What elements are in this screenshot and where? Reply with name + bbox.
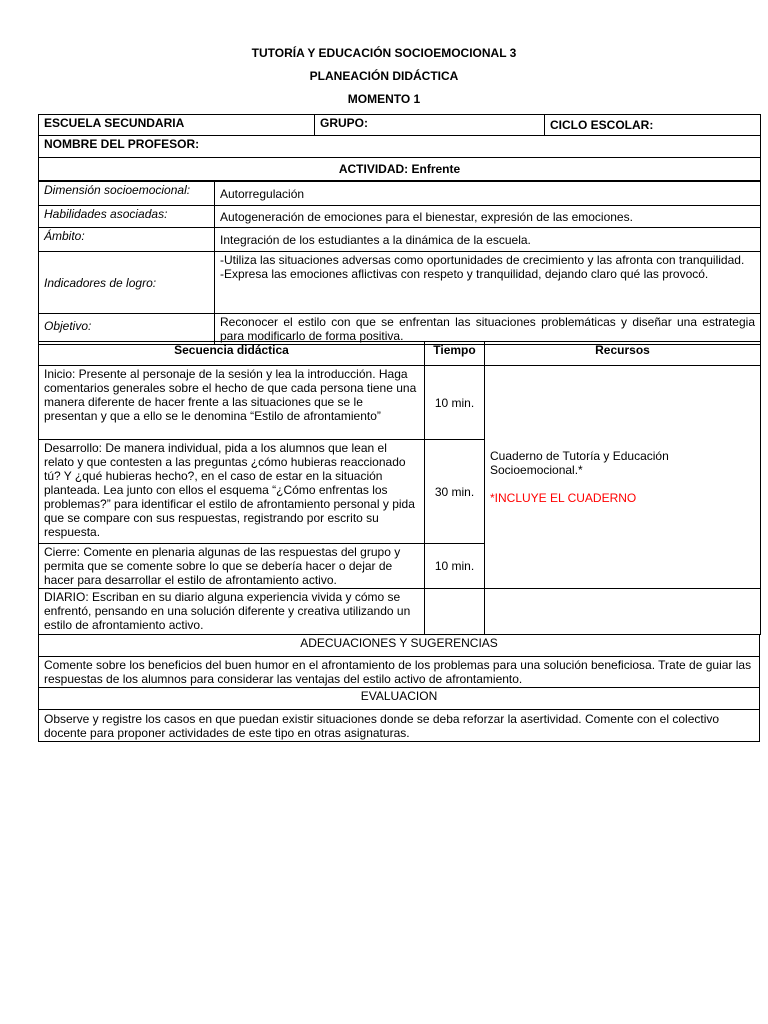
sequence-table: [38, 341, 761, 635]
indicator-item: -Expresa las emociones aflictivas con respeto y tranquilidad, dejando claro qué las provocó.: [220, 267, 709, 281]
adjustments-text: Comente sobre los beneficios del buen humor en el afrontamiento de los problemas para una solución beneficiosa. Trate de guiar las respuestas de los alumnos para considerar las ventajas del estilo activo de afrontamiento.: [39, 657, 760, 688]
objective-value: Reconocer el estilo con que se enfrentan las situaciones problemáticas y diseñar una estrategia para modificarlo de forma positiva.: [215, 314, 761, 345]
dimension-label: Dimensión socioemocional:: [39, 182, 215, 206]
indicator-item: -Utiliza las situaciones adversas como oportunidades de crecimiento y las afronta con tranquilidad.: [220, 253, 745, 267]
sequence-start: Inicio: Presente al personaje de la sesión y lea la introducción. Haga comentarios generales sobre el hecho de que cada persona tiene una manera diferente de hacer frente a las situaciones que se le presentan y que a ello se le denomina “Estilo de afrontamiento”: [39, 366, 425, 440]
activity-title: ACTIVIDAD: Enfrente: [39, 158, 761, 181]
identification-table: [38, 114, 761, 181]
time-header: Tiempo: [425, 342, 485, 366]
document-title: TUTORÍA Y EDUCACIÓN SOCIOEMOCIONAL 3: [251, 46, 517, 60]
evaluation-title: EVALUACION: [39, 688, 760, 710]
document-subtitle: PLANEACIÓN DIDÁCTICA: [309, 69, 459, 83]
adjustments-title: ADECUACIONES Y SUGERENCIAS: [39, 635, 760, 657]
resources-note: *INCLUYE EL CUADERNO: [490, 491, 637, 505]
scope-label: Ámbito:: [39, 228, 215, 252]
evaluation-text: Observe y registre los casos en que puedan existir situaciones donde se deba reforzar la asertividad. Comente con el colectivo docente para proponer actividades de este tipo en otras asignaturas.: [39, 710, 760, 742]
group-label: GRUPO:: [315, 115, 545, 136]
moment-label: MOMENTO 1: [347, 92, 421, 106]
resources-text: Cuaderno de Tutoría y Educación Socioemocional.*: [490, 449, 669, 477]
teacher-label: NOMBRE DEL PROFESOR:: [39, 136, 761, 158]
dimension-value: Autorregulación: [215, 182, 761, 206]
development-time: 30 min.: [425, 440, 485, 544]
skills-value: Autogeneración de emociones para el bienestar, expresión de las emociones.: [215, 206, 761, 228]
sequence-journal: DIARIO: Escriban en su diario alguna experiencia vivida y cómo se enfrentó, pensando en una solución diferente y creativa utilizando un estilo de afrontamiento activo.: [39, 589, 425, 635]
sequence-closing: Cierre: Comente en plenaria algunas de las respuestas del grupo y permita que se comente sobre lo que se debería hacer o dejar de hacer para desarrollar el estilo de afrontamiento activo.: [39, 544, 425, 589]
cycle-label: CICLO ESCOLAR:: [545, 115, 761, 136]
resources-header: Recursos: [485, 342, 761, 366]
sequence-header: Secuencia didáctica: [39, 342, 425, 366]
objective-label: Objetivo:: [39, 314, 215, 345]
indicators-value: [215, 252, 761, 314]
scope-value: Integración de los estudiantes a la dinámica de la escuela.: [215, 228, 761, 252]
closing-time: 10 min.: [425, 544, 485, 589]
sequence-development: Desarrollo: De manera individual, pida a los alumnos que lean el relato y que contesten a las preguntas ¿cómo hubieras reaccionado tú? Y ¿qué hubieras hecho?, en el caso de estar en la situación planteada. Lea junto con ellos el esquema “¿Cómo enfrentas los problemas?” para identificar el estilo de afrontamiento personal y pida que se compare con sus respuestas, registrando por escrito su respuesta.: [39, 440, 425, 544]
start-time: 10 min.: [425, 366, 485, 440]
adjustments-table: [38, 634, 760, 742]
resources-cell: [485, 366, 761, 589]
journal-time: [425, 589, 485, 635]
journal-resources: [485, 589, 761, 635]
school-label: ESCUELA SECUNDARIA: [39, 115, 315, 136]
indicators-label: Indicadores de logro:: [39, 252, 215, 314]
skills-label: Habilidades asociadas:: [39, 206, 215, 228]
activity-info-table: [38, 181, 761, 345]
